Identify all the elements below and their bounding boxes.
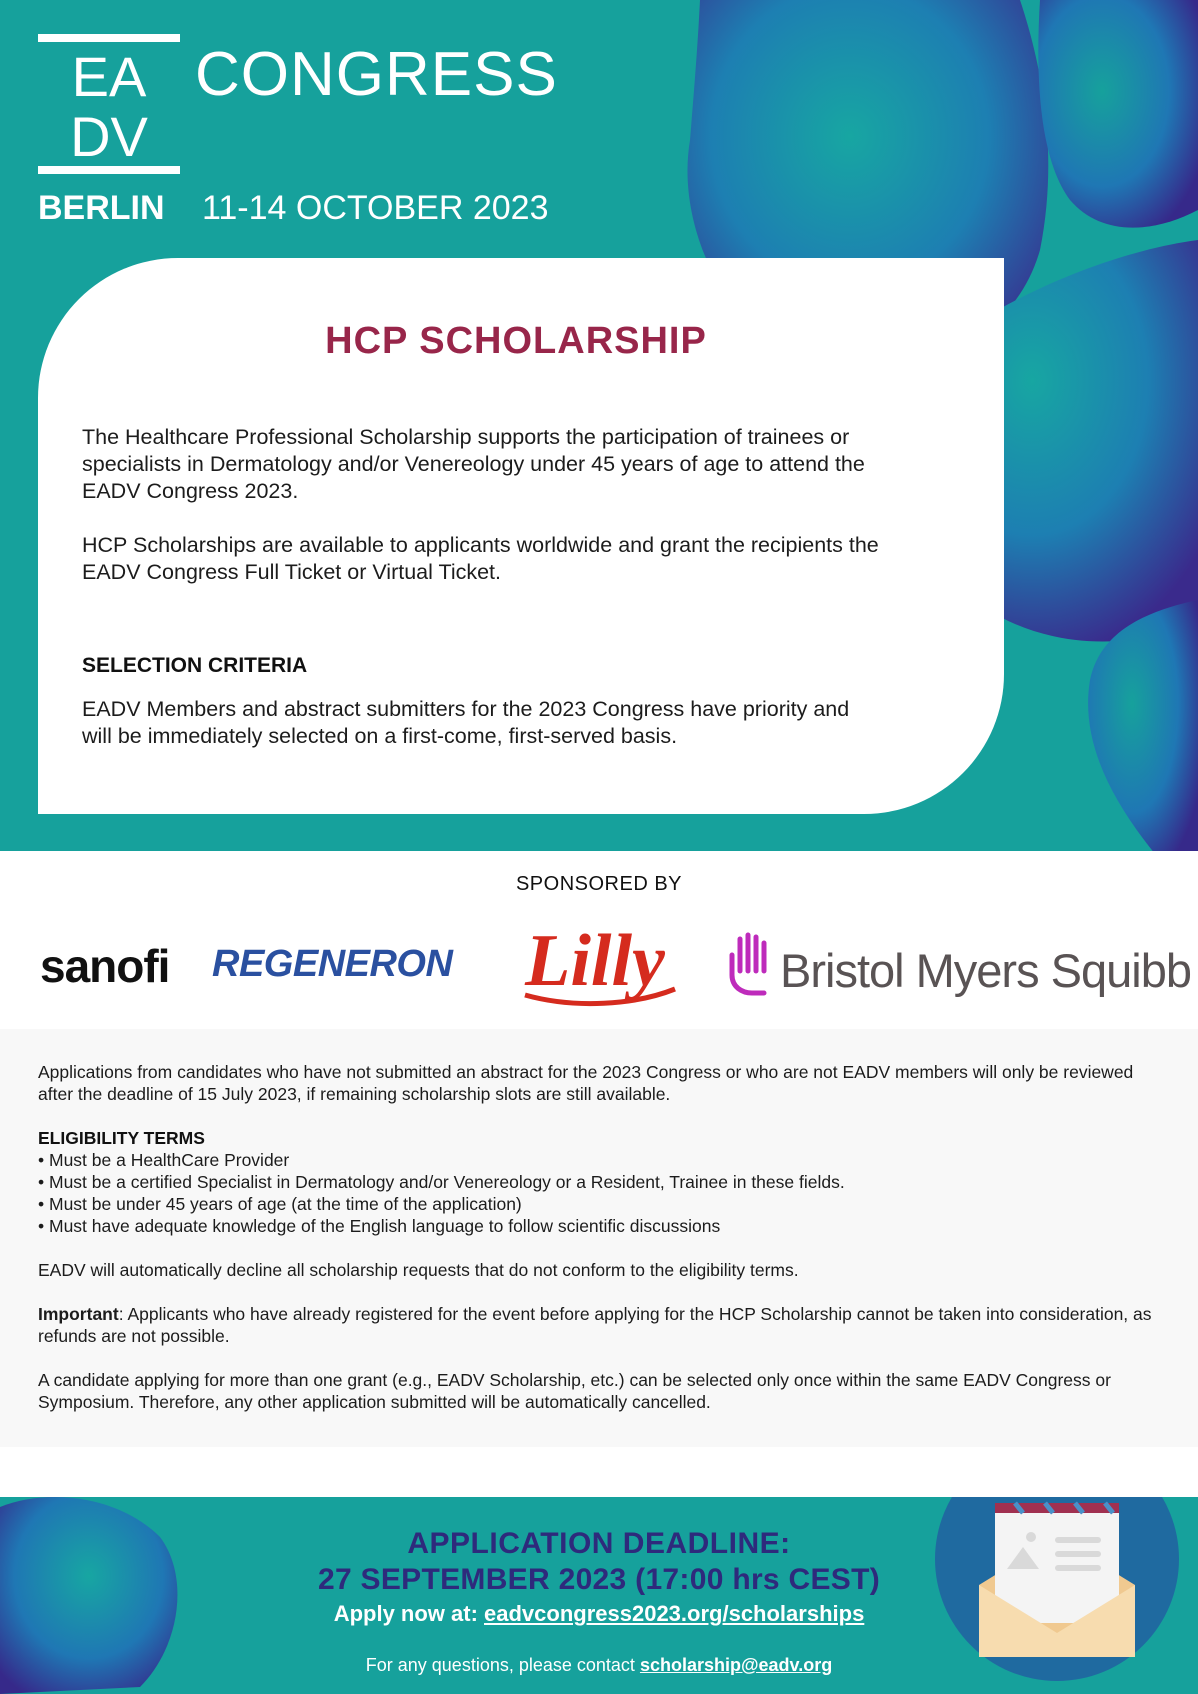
bms-logo-text: Bristol Myers Squibb <box>780 944 1191 997</box>
important-notice <box>38 1303 1168 1347</box>
card-paragraph-1: The Healthcare Professional Scholarship supports the participation of trainees or specialists in Dermatology and/or Venereology under 45 years of age to attend the EADV Congress 2023. <box>82 425 865 503</box>
lilly-logo-text: Lilly <box>525 920 665 1002</box>
bms-hand-icon <box>726 931 770 997</box>
selection-criteria-text: EADV Members and abstract submitters for the 2023 Congress have priority and will be immediately selected on a first-come, first-served basis. <box>82 697 850 748</box>
important-label: Important <box>38 1304 119 1324</box>
regeneron-logo-text: REGENERON <box>212 943 453 985</box>
lilly-logo <box>505 913 691 1023</box>
apply-prefix: Apply now at: <box>333 1601 485 1626</box>
multiple-grant-notice: A candidate applying for more than one grant (e.g., EADV Scholarship, etc.) can be selected only once within the same EADV Congress or Symposium. Therefore, any other application submitted will be automatically cancelled. <box>38 1370 1111 1412</box>
important-text: : Applicants who have already registered for the event before applying for the HCP Scholarship cannot be taken into consideration, as refunds are not possible. <box>38 1304 1152 1346</box>
eligibility-item: • Must be a certified Specialist in Dermatology and/or Venereology or a Resident, Trainee in these fields. <box>38 1172 845 1192</box>
contact-email-link[interactable]: scholarship@eadv.org <box>639 1655 833 1675</box>
contact-prefix: For any questions, please contact <box>365 1655 640 1675</box>
sanofi-logo-text: sanofi <box>40 940 170 992</box>
sponsored-by-label: SPONSORED BY <box>515 873 683 895</box>
apply-line <box>0 1601 1198 1627</box>
sponsors-section <box>0 851 1198 1029</box>
deadline-date: 27 SEPTEMBER 2023 (17:00 hrs CEST) <box>317 1563 881 1596</box>
selection-criteria-heading: SELECTION CRITERIA <box>82 654 308 677</box>
terms-intro: Applications from candidates who have not submitted an abstract for the 2023 Congress or who are not EADV members will only be reviewed after the deadline of 15 July 2023, if remaining scholarship slots are still available. <box>38 1062 1134 1104</box>
sanofi-logo <box>40 939 169 993</box>
regeneron-logo <box>212 943 452 986</box>
terms-section <box>0 1029 1198 1447</box>
footer-section <box>0 1497 1198 1694</box>
eadv-logo <box>38 34 180 174</box>
scholarship-card <box>38 258 1004 814</box>
card-title: HCP SCHOLARSHIP <box>325 320 707 362</box>
apply-link[interactable]: eadvcongress2023.org/scholarships <box>484 1601 865 1626</box>
contact-line <box>0 1655 1198 1676</box>
card-paragraph-2: HCP Scholarships are available to applicants worldwide and grant the recipients the EADV Congress Full Ticket or Virtual Ticket. <box>82 533 879 584</box>
city-label: BERLIN <box>38 189 165 227</box>
event-dates: 11-14 OCTOBER 2023 <box>202 189 549 227</box>
eligibility-item: • Must have adequate knowledge of the English language to follow scientific discussions <box>38 1216 721 1236</box>
congress-title: CONGRESS <box>195 40 558 109</box>
deadline-heading: APPLICATION DEADLINE: <box>407 1527 791 1560</box>
bms-logo <box>780 943 1191 998</box>
eligibility-heading: ELIGIBILITY TERMS <box>38 1128 205 1148</box>
logo-text-bottom: DV <box>70 105 148 168</box>
eligibility-item: • Must be under 45 years of age (at the time of the application) <box>38 1194 522 1214</box>
logo-text-top: EA <box>71 45 147 108</box>
decline-notice: EADV will automatically decline all scholarship requests that do not conform to the eligibility terms. <box>38 1260 799 1280</box>
eligibility-item: • Must be a HealthCare Provider <box>38 1150 290 1170</box>
